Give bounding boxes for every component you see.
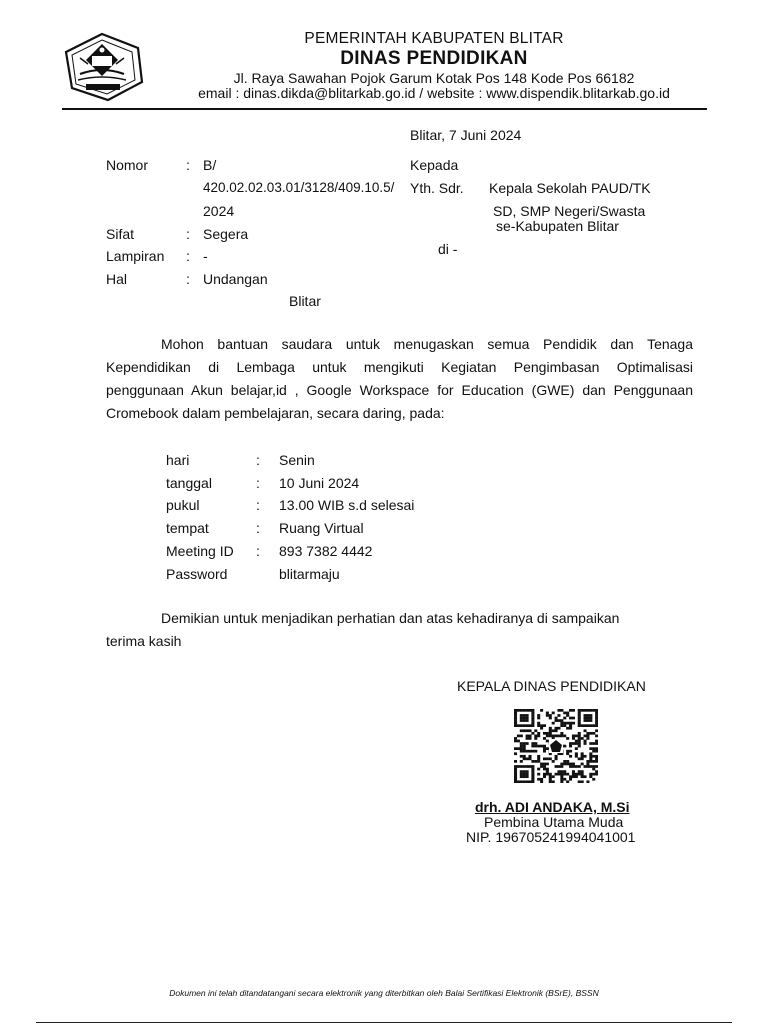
detail-colon: : bbox=[256, 497, 260, 513]
sifat-value: Segera bbox=[203, 226, 249, 242]
nomor-value-line1: B/ bbox=[203, 157, 217, 173]
detail-label: Password bbox=[166, 566, 228, 582]
nomor-value-line2: 420.02.02.03.01/3128/409.10.5/ bbox=[203, 180, 395, 195]
recipient-line2: SD, SMP Negeri/Swasta bbox=[493, 203, 646, 219]
hal-label: Hal bbox=[106, 271, 128, 287]
letterhead-government: PEMERINTAH KABUPATEN BLITAR bbox=[304, 30, 564, 47]
qr-code-icon bbox=[514, 709, 598, 783]
recipient-line3: se-Kabupaten Blitar bbox=[496, 218, 619, 234]
signatory-nip: NIP. 196705241994041001 bbox=[466, 829, 636, 845]
detail-value: Senin bbox=[279, 452, 315, 468]
recipient-city: Blitar bbox=[289, 293, 321, 309]
detail-colon: : bbox=[256, 543, 260, 559]
detail-value: Ruang Virtual bbox=[279, 520, 364, 536]
footer-divider bbox=[36, 1022, 732, 1023]
esign-footer-note: Dokumen ini telah ditandatangani secara elektronik yang diterbitkan oleh Balai Sertifikasi Elektronik (BSrE), BSSN bbox=[169, 988, 599, 998]
letterhead-divider bbox=[62, 108, 707, 110]
detail-colon: : bbox=[256, 520, 260, 536]
body-line-2: Kependidikan di Lembaga untuk mengikuti Kegiatan Pengimbasan Optimalisasi bbox=[106, 359, 693, 375]
detail-colon: : bbox=[256, 452, 260, 468]
detail-value: 893 7382 4442 bbox=[279, 543, 373, 559]
detail-value: 10 Juni 2024 bbox=[279, 475, 360, 491]
signatory-rank: Pembina Utama Muda bbox=[484, 814, 624, 830]
nomor-value-line3: 2024 bbox=[203, 203, 235, 219]
detail-label: tanggal bbox=[166, 475, 212, 491]
lampiran-value: - bbox=[203, 248, 208, 264]
letterhead-agency: DINAS PENDIDIKAN bbox=[340, 48, 528, 69]
closing-line-2: terima kasih bbox=[106, 633, 182, 649]
lampiran-label: Lampiran bbox=[106, 248, 165, 264]
sifat-colon: : bbox=[186, 226, 190, 242]
recipient-yth: Yth. Sdr. bbox=[410, 180, 464, 196]
hal-colon: : bbox=[186, 271, 190, 287]
body-line-4: Cromebook dalam pembelajaran, secara daring, pada: bbox=[106, 405, 445, 421]
detail-value: 13.00 WIB s.d selesai bbox=[279, 497, 415, 513]
closing-line-1: Demikian untuk menjadikan perhatian dan atas kehadiranya di sampaikan bbox=[161, 610, 620, 626]
detail-label: hari bbox=[166, 452, 190, 468]
recipient-kepada: Kepada bbox=[410, 157, 459, 173]
detail-label: tempat bbox=[166, 520, 209, 536]
letterhead-address: Jl. Raya Sawahan Pojok Garum Kotak Pos 148 Kode Pos 66182 bbox=[233, 70, 635, 86]
sifat-label: Sifat bbox=[106, 226, 135, 242]
body-line-3: penggunaan Akun belajar,id , Google Workspace for Education (GWE) dan Penggunaan bbox=[106, 382, 693, 398]
detail-label: Meeting ID bbox=[166, 543, 234, 559]
signatory-name: drh. ADI ANDAKA, M.Si bbox=[475, 799, 630, 815]
recipient-line1: Kepala Sekolah PAUD/TK bbox=[489, 180, 651, 196]
place-date: Blitar, 7 Juni 2024 bbox=[410, 127, 522, 143]
lampiran-colon: : bbox=[186, 248, 190, 264]
body-line-1: Mohon bantuan saudara untuk menugaskan semua Pendidik dan Tenaga bbox=[161, 336, 693, 352]
letterhead-contact: email : dinas.dikda@blitarkab.go.id / website : www.dispendik.blitarkab.go.id bbox=[198, 85, 670, 101]
detail-value: blitarmaju bbox=[279, 566, 340, 582]
detail-colon: : bbox=[256, 475, 260, 491]
detail-label: pukul bbox=[166, 497, 200, 513]
nomor-colon: : bbox=[186, 157, 190, 173]
nomor-label: Nomor bbox=[106, 157, 149, 173]
recipient-di: di - bbox=[438, 241, 458, 257]
hal-value: Undangan bbox=[203, 271, 268, 287]
signature-title: KEPALA DINAS PENDIDIKAN bbox=[457, 678, 646, 694]
